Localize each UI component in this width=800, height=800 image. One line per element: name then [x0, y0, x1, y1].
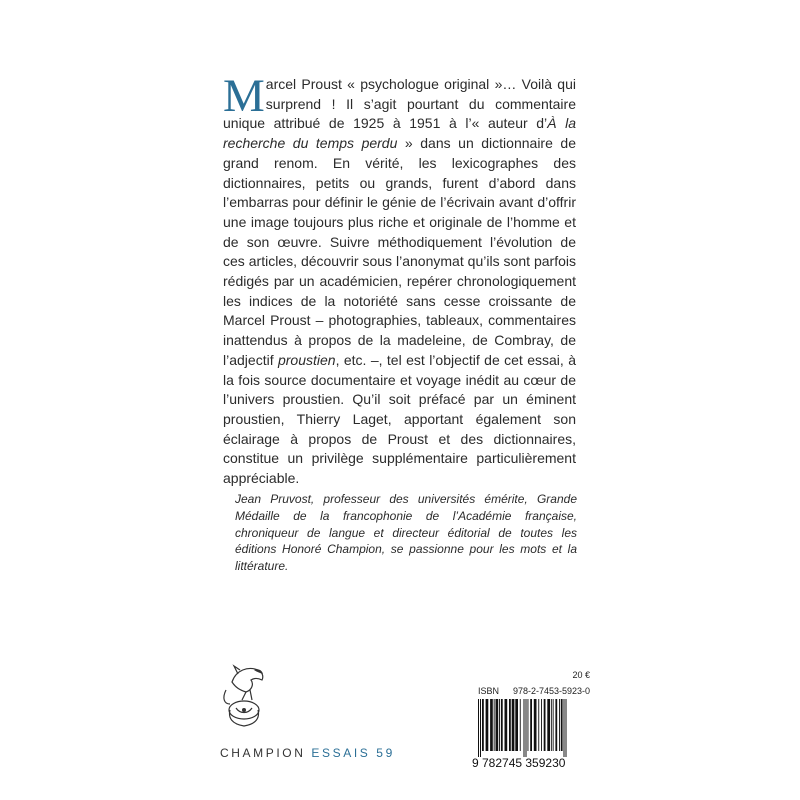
- blurb-paragraph: [223, 70, 577, 489]
- barcode-bar: [534, 699, 537, 751]
- barcode-bar: [551, 699, 552, 751]
- barcode-bar: [496, 699, 499, 751]
- series-line: [220, 746, 395, 760]
- blurb-text-1: arcel Proust « psychologue original »… Voilà qui surprend ! Il s’agit pourtant du commentaire unique attribué de 1925 à 1951 à l’« auteur d’: [223, 76, 576, 132]
- barcode-bar: [509, 699, 511, 751]
- barcode-bar: [559, 699, 560, 751]
- barcode-bar: [541, 699, 542, 751]
- blurb-text-2: » dans un dictionnaire de grand renom. En vérité, les lexicographes des dictionnaires, petits ou grands, furent d’abord dans l’embarras pour définir le génie de l’écrivain avant d’offrir une image toujours plus riche et originale de l’homme et de son œuvre. Suivre méthodiquement l’évolution de ces articles, découvrir sous l’anonymat qu’ils sont parfois rédigés par un académicien, repérer chronologiquement les indices de la notoriété sans cesse croissante de Marcel Proust – photographies, tableaux, commentaires inattendus à propos de la madeleine, de Combray, de l’adjectif: [223, 135, 576, 368]
- barcode-bar: [499, 699, 500, 751]
- drop-cap: M: [223, 70, 265, 122]
- isbn-line: [478, 686, 590, 696]
- collection-name: ESSAIS 59: [311, 746, 395, 760]
- author-bio: Jean Pruvost, professeur des universités émérite, Grande Médaille de la francophonie de l’Académie française, chroniqueur de langue et directeur éditorial de toutes les éditions Honoré Champion, se passionne pour les mots et la littérature.: [235, 492, 577, 574]
- isbn-number: 978-2-7453-5923-0: [512, 686, 590, 696]
- blurb-word-proustien: proustien: [277, 351, 336, 368]
- barcode-bar: [524, 699, 525, 757]
- barcode-bar: [566, 699, 567, 757]
- barcode-bar: [480, 699, 481, 757]
- barcode-bar: [544, 699, 546, 751]
- barcode-bar: [538, 699, 539, 751]
- barcode-bar: [555, 699, 557, 751]
- horse-crest-icon: [218, 660, 270, 730]
- barcode-bar: [530, 699, 532, 751]
- barcode-bar: [520, 699, 521, 751]
- back-cover: [210, 70, 590, 770]
- isbn-label: ISBN: [478, 686, 500, 696]
- barcode-bar: [515, 699, 518, 751]
- blurb-book-title: À la recherche du temps perdu: [223, 115, 577, 152]
- barcode-bar: [486, 699, 489, 751]
- publisher-name: CHAMPION: [220, 746, 306, 760]
- barcode-bar: [564, 699, 565, 757]
- barcode-digits: 9 782745 359230: [472, 756, 566, 770]
- barcode-bar: [478, 699, 479, 757]
- barcode-bar: [490, 699, 493, 751]
- barcode-bar: [512, 699, 515, 751]
- barcode-bar: [553, 699, 554, 751]
- barcode: [476, 699, 590, 757]
- barcode-bar: [561, 699, 563, 751]
- barcode-bar: [528, 699, 529, 751]
- blurb-text-3: , etc. –, tel est l’objectif de cet essai, à la fois source documentaire et voyage inédit au cœur de l’univers proustien. Qu’il soit préfacé par un éminent proustien, Thierry Laget, apportant également son éclairage à propos de Proust et des dictionnaires, constitue un privilège supplémentaire particulièrement appréciable.: [223, 351, 576, 487]
- barcode-bar: [494, 699, 495, 751]
- barcode-bar: [526, 699, 527, 757]
- barcode-bar: [505, 699, 508, 751]
- barcode-bar: [482, 699, 484, 751]
- barcode-bar: [501, 699, 503, 751]
- price-label: 20 €: [572, 670, 590, 680]
- barcode-bar: [547, 699, 550, 751]
